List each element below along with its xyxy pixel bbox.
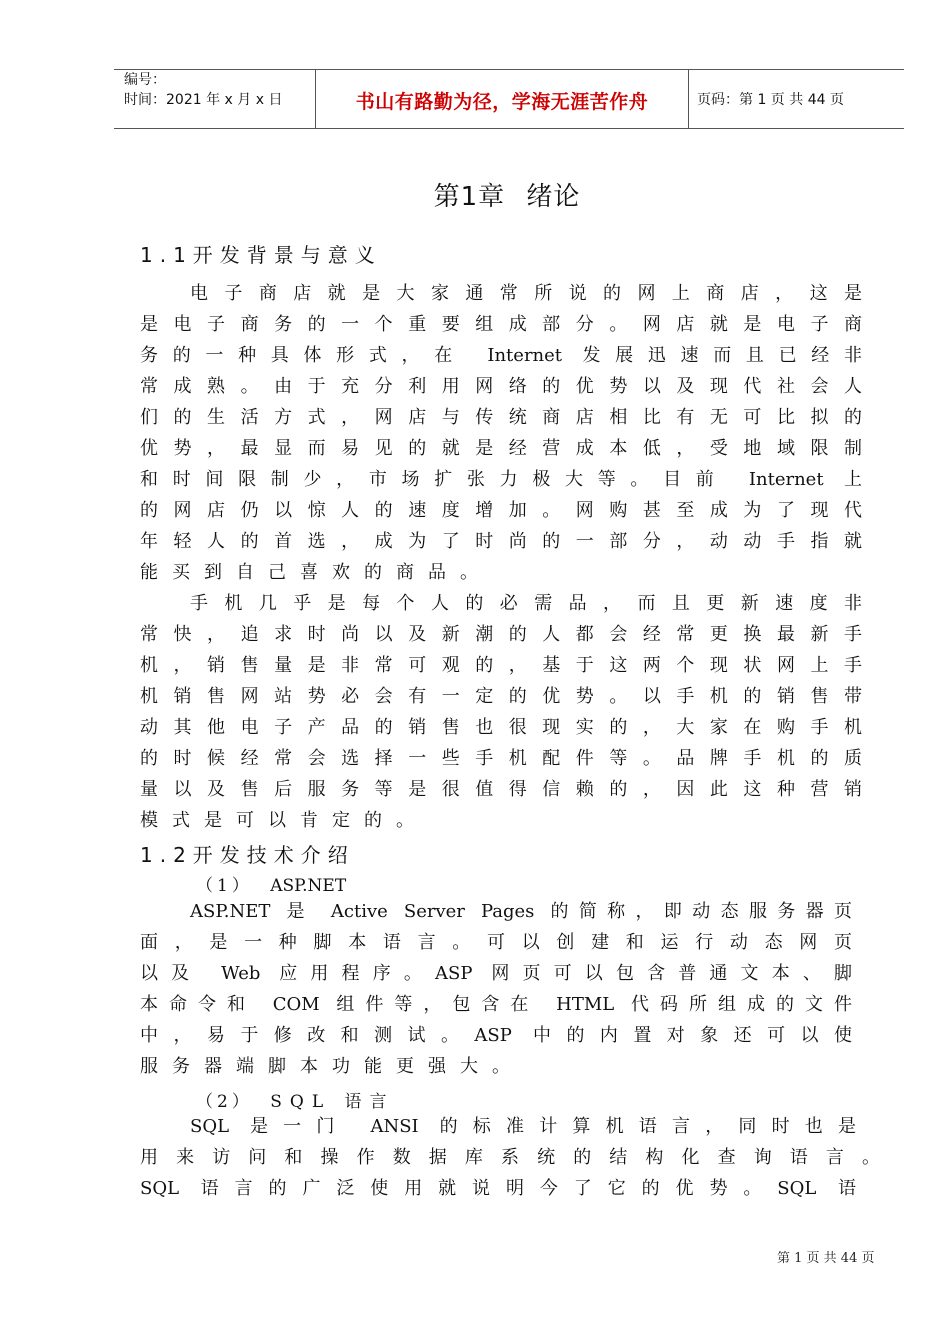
header-motto: 书山有路勤为径，学海无涯苦作舟 xyxy=(355,91,649,113)
text-line: 和时间限制少，市场扩张力极大等。目前 Internet 上 xyxy=(140,469,862,490)
text-line: 能买到自己喜欢的商品。 xyxy=(140,562,492,583)
section-heading: 1.1开发背景与意义 xyxy=(140,243,382,267)
text-line: 的网店仍以惊人的速度增加。网购甚至成为了现代 xyxy=(140,500,862,521)
text-line: 年轻人的首选，成为了时尚的一部分，动动手指就 xyxy=(140,531,862,552)
chapter-number: 第1章 xyxy=(433,182,506,212)
text-line: 动其他电子产品的销售也很现实的，大家在购手机 xyxy=(140,717,862,738)
text-line: 以及 Web 应用程序。ASP 网页可以包含普通文本、脚 xyxy=(140,963,852,984)
text-line: 本命令和 COM 组件等，包含在 HTML 代码所组成的文件 xyxy=(140,994,852,1015)
sub-heading-name: SQL 语言 xyxy=(270,1092,395,1112)
text-line: ASP.NET 是 Active Server Pages 的简称，即动态服务器页 xyxy=(190,901,852,922)
text-line: 们的生活方式，网店与传统商店相比有无可比拟的 xyxy=(140,407,862,428)
text-line: 机销售网站势必会有一定的优势。以手机的销售带 xyxy=(140,686,862,707)
text-line: 是电子商务的一个重要组成部分。网店就是电子商 xyxy=(140,314,862,335)
text-line: 常快，追求时尚以及新潮的人都会经常更换最新手 xyxy=(140,624,862,645)
text-line: 机，销售量是非常可观的，基于这两个现状网上手 xyxy=(140,655,862,676)
header-meta xyxy=(124,70,282,110)
text-line: 服务器端脚本功能更强大。 xyxy=(140,1056,524,1077)
chapter-title xyxy=(0,176,950,213)
text-line: 优势，最显而易见的就是经营成本低，受地域限制 xyxy=(140,438,862,459)
text-line: 务的一种具体形式，在 Internet 发展迅速而且已经非 xyxy=(140,345,862,366)
text-line: 常成熟。由于充分利用网络的优势以及现代社会人 xyxy=(140,376,862,397)
sub-heading xyxy=(196,1087,395,1112)
text-line: 手机几乎是每个人的必需品，而且更新速度非 xyxy=(190,593,862,614)
text-line: SQL 是一门 ANSI 的标准计算机语言，同时也是 xyxy=(190,1116,856,1137)
document-time: 时间：2021 年 x 月 x 日 xyxy=(124,92,283,108)
footer-page-info: 第 1 页 共 44 页 xyxy=(777,1251,875,1266)
sub-heading-label: （1） xyxy=(196,876,253,896)
header-page-info: 页码：第 1 页 共 44 页 xyxy=(697,92,844,108)
text-line: 量以及售后服务等是很值得信赖的，因此这种营销 xyxy=(140,779,862,800)
text-line: 模式是可以肯定的。 xyxy=(140,810,428,831)
header-bottom-rule xyxy=(114,128,904,129)
sub-heading xyxy=(196,871,346,896)
text-line: SQL 语言的广泛使用就说明今了它的优势。SQL 语 xyxy=(140,1178,856,1199)
document-number-label: 编号： xyxy=(124,72,166,88)
chapter-name: 绪论 xyxy=(526,182,581,212)
text-line: 的时候经常会选择一些手机配件等。品牌手机的质 xyxy=(140,748,862,769)
text-line: 用来访问和操作数据库系统的结构化查询语言。 xyxy=(140,1147,880,1168)
header-divider xyxy=(688,69,689,128)
section-heading: 1.2开发技术介绍 xyxy=(140,843,355,867)
sub-heading-label: （2） xyxy=(196,1092,253,1112)
text-line: 面，是一种脚本语言。可以创建和运行动态网页 xyxy=(140,932,852,953)
sub-heading-name: ASP.NET xyxy=(270,876,347,896)
text-line: 电子商店就是大家通常所说的网上商店，这是 xyxy=(190,283,862,304)
text-line: 中，易于修改和测试。ASP 中的内置对象还可以使 xyxy=(140,1025,852,1046)
